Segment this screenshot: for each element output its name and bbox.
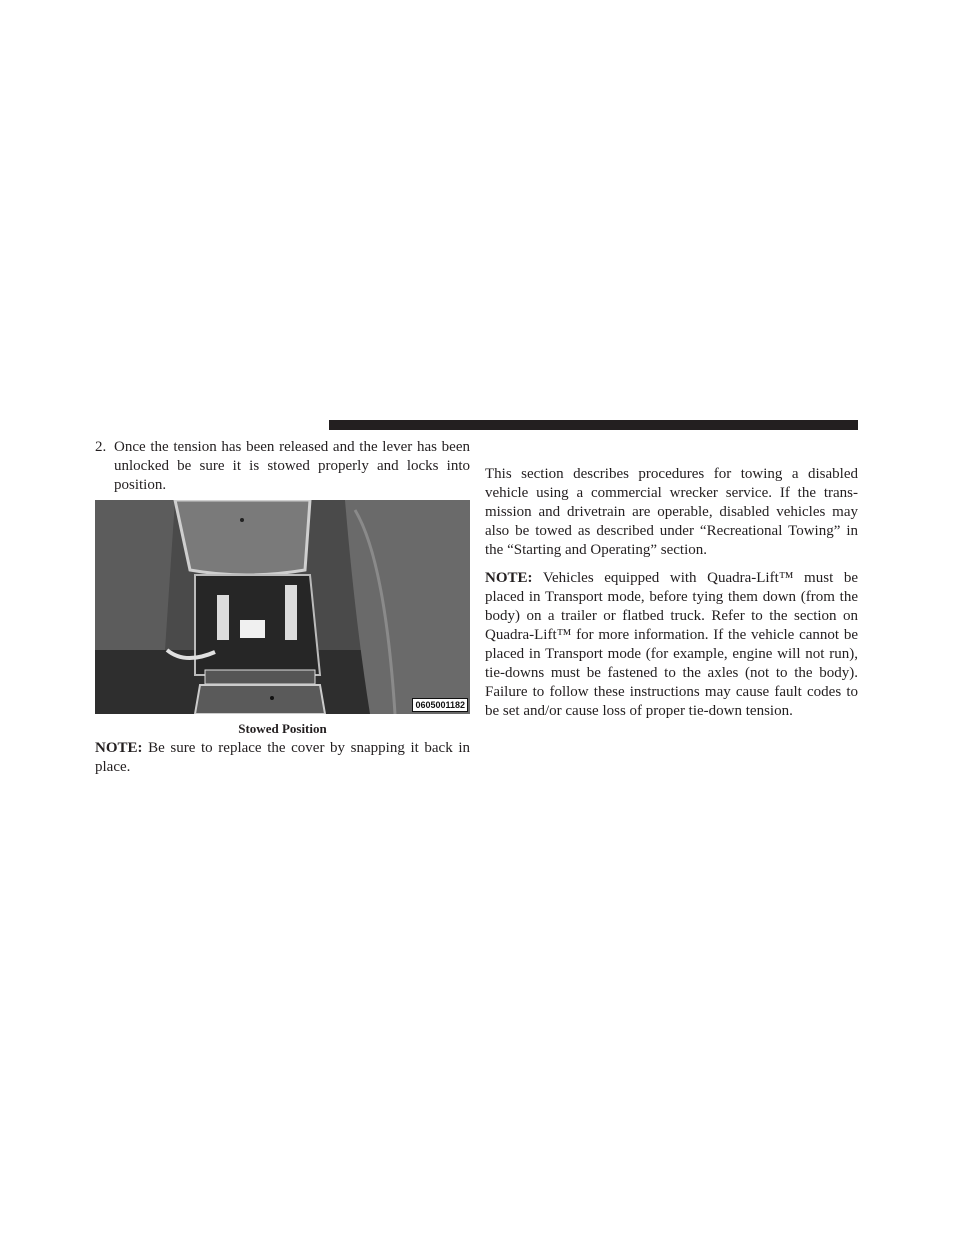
figure-caption: Stowed Position	[238, 721, 327, 736]
step-number: 2.	[95, 439, 107, 455]
section-header-bar	[329, 420, 858, 430]
step-2	[95, 438, 470, 495]
towing-intro-paragraph: This section describes procedures for towing a disabled vehicle using a commercial wrecker service. If the trans-mission and drivetrain are operable, disabled vehicles may also be towed as described under “Recreational Towing” in the “Starting and Operating” section.	[485, 466, 858, 558]
note-label: NOTE:	[485, 570, 533, 586]
step-text: Once the tension has been released and the lever has been unlocked be sure it is stowed properly and locks into position.	[114, 439, 470, 493]
cover-note	[95, 739, 470, 777]
stowed-position-figure	[95, 500, 470, 714]
note-text: Be sure to replace the cover by snapping it back in place.	[95, 740, 470, 775]
console-illustration	[95, 500, 470, 714]
note-text: Vehicles equipped with Quadra-Lift™ must be placed in Transport mode, before tying them down (from the body) on a trailer or flatbed truck. Refer to the section on Quadra-Lift™ for more information. If the vehicle cannot be placed in Transport mode (for example, engine will not run), tie-downs must be fastened to the axles (not to the body). Failure to follow these instructions may cause fault codes to be set and/or cause loss of proper tie-down tension.	[485, 570, 858, 719]
right-column	[485, 465, 858, 721]
figure-code: 0605001182	[412, 698, 468, 712]
left-column	[95, 438, 470, 777]
quadra-lift-note	[485, 569, 858, 721]
note-label: NOTE:	[95, 740, 143, 756]
